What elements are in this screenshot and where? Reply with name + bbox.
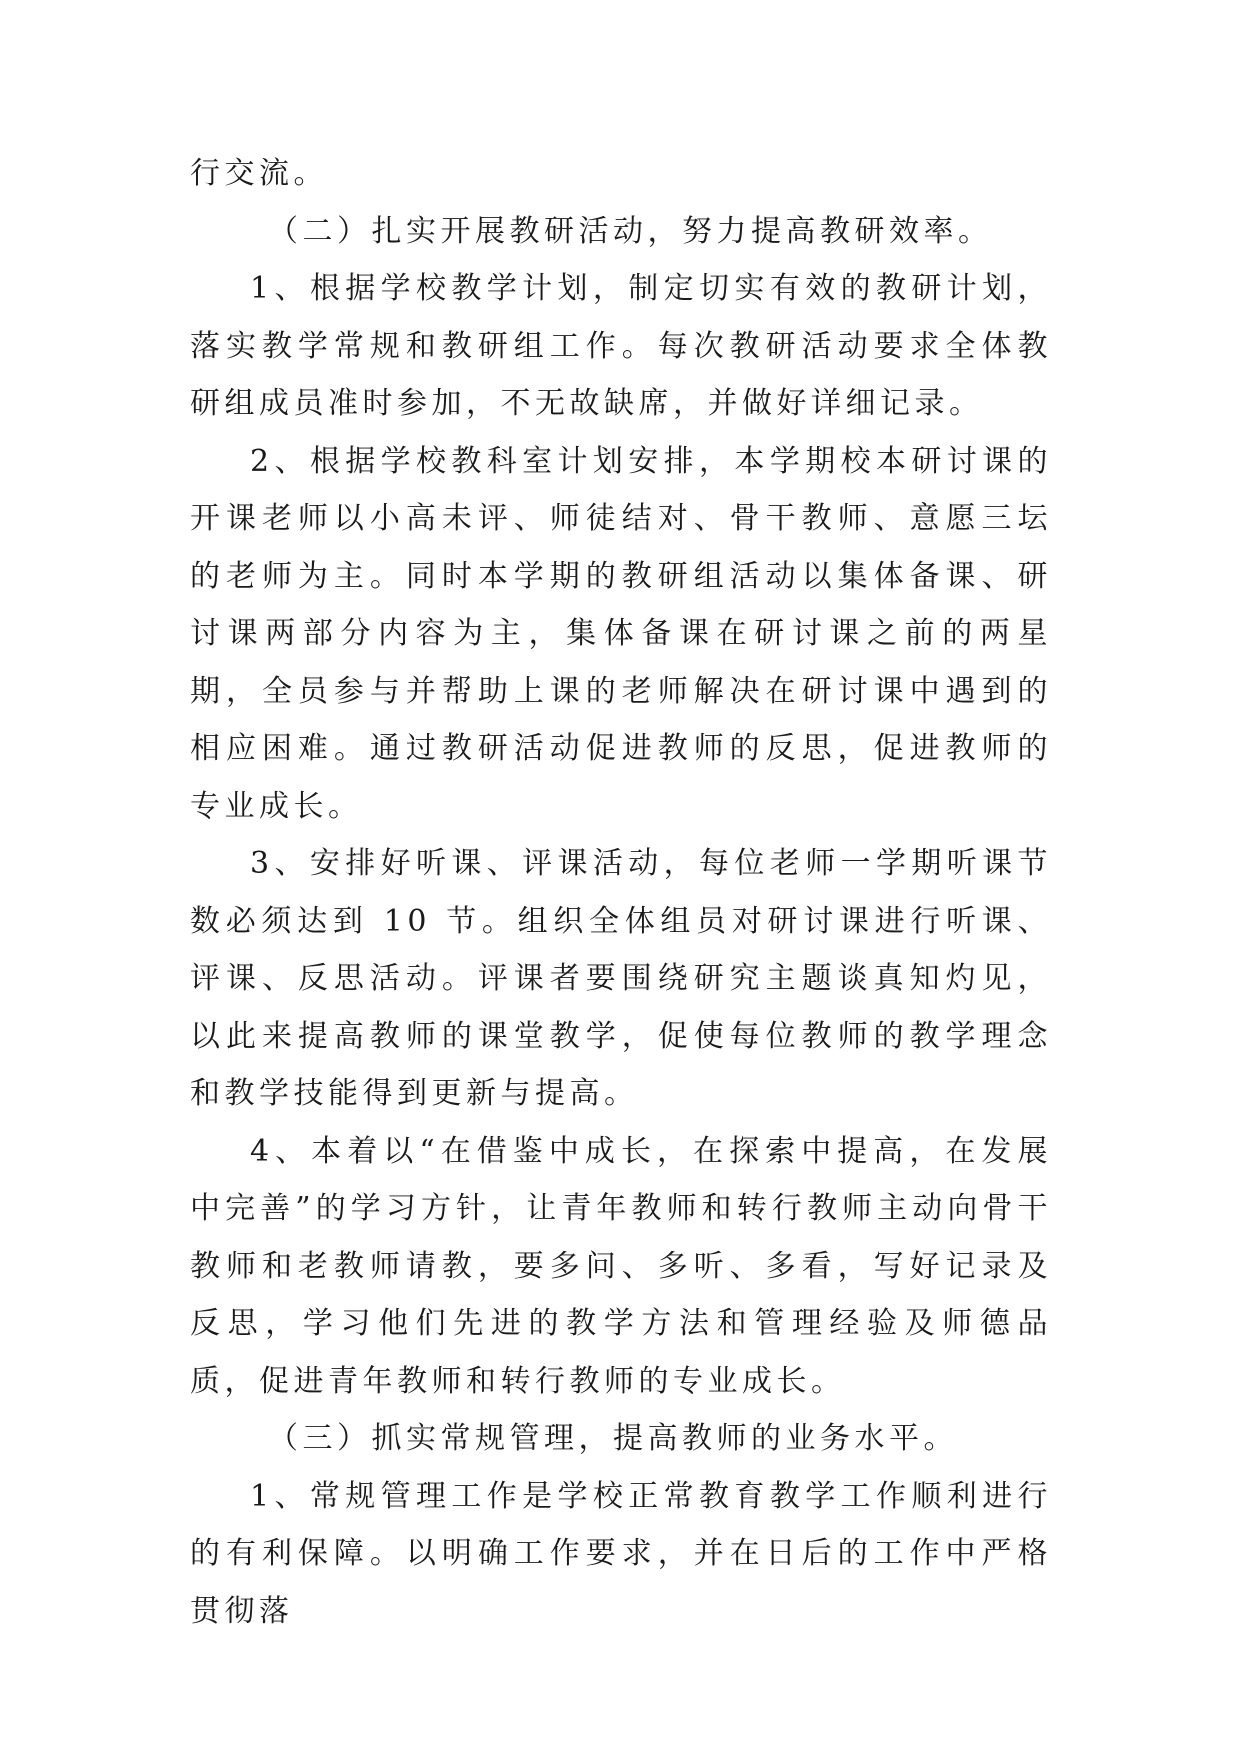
paragraph-item-1: 1、根据学校教学计划，制定切实有效的教研计划，落实教学常规和教研组工作。每次教研活动要求全体教研组成员准时参加，不无故缺席，并做好详细记录。 — [190, 271, 1052, 421]
section-heading-3: （三）抓实常规管理，提高教师的业务水平。 — [268, 1421, 958, 1456]
document-body — [190, 145, 1052, 1640]
paragraph-item-4: 4、本着以“在借鉴中成长，在探索中提高，在发展中完善”的学习方针，让青年教师和转行教师主动向骨干教师和老教师请教，要多问、多听、多看，写好记录及反思，学习他们先进的教学方法和管理经验及师德品质，促进青年教师和转行教师的专业成长。 — [190, 1133, 1052, 1399]
section-heading-2: （二）扎实开展教研活动，努力提高教研效率。 — [268, 213, 993, 249]
paragraph-item-3-1: 1、常规管理工作是学校正常教育教学工作顺利进行的有利保障。以明确工作要求，并在日后的工作中严格贯彻落 — [190, 1478, 1052, 1629]
paragraph-item-2: 2、根据学校教科室计划安排，本学期校本研讨课的开课老师以小高未评、师徒结对、骨干教师、意愿三坛的老师为主。同时本学期的教研组活动以集体备课、研讨课两部分内容为主，集体备课在研讨课之前的两星期，全员参与并帮助上课的老师解决在研讨课中遇到的相应困难。通过教研活动促进教师的反思，促进教师的专业成长。 — [190, 443, 1052, 824]
paragraph-continuation: 行交流。 — [190, 156, 328, 191]
paragraph-item-3: 3、安排好听课、评课活动，每位老师一学期听课节数必须达到 10 节。组织全体组员对研讨课进行听课、评课、反思活动。评课者要围绕研究主题谈真知灼见，以此来提高教师的课堂教学，促使每位教师的教学理念和教学技能得到更新与提高。 — [190, 846, 1052, 1111]
